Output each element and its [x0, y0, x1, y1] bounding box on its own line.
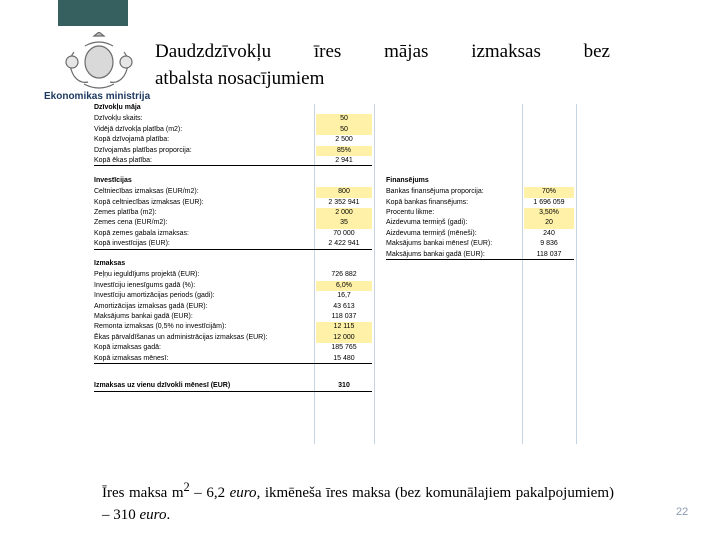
- row-label: Celtniecības izmaksas (EUR/m2):: [94, 188, 199, 196]
- section-underline: [94, 363, 372, 364]
- row-label: Zemes platība (m2):: [94, 209, 157, 216]
- section-heading: Investīcijas: [94, 176, 132, 184]
- footer-text: [102, 476, 614, 526]
- row-value: 2 500: [335, 136, 353, 144]
- row-label: Kopā izmaksas gadā:: [94, 344, 161, 352]
- row-value: 185 765: [331, 344, 357, 352]
- row-label: Procentu likme:: [386, 209, 435, 216]
- row-label: Kopā investīcijas (EUR):: [94, 240, 170, 248]
- summary-value: 310: [338, 381, 350, 389]
- section-underline: [386, 259, 574, 260]
- grid-line: [374, 104, 375, 444]
- row-label: Bankas finansējuma proporcija:: [386, 188, 484, 196]
- grid-line: [522, 104, 523, 444]
- footer-euro-1: euro: [229, 485, 257, 501]
- footer-text-c: , ikmēneša īres maksa (bez komunālajiem pakalpojumiem) – 310: [102, 485, 614, 523]
- page-title: [155, 38, 610, 92]
- row-label: Zemes cena (EUR/m2):: [94, 219, 168, 227]
- row-value: 3,50%: [539, 209, 559, 216]
- row-value: 70%: [541, 188, 556, 196]
- section-heading: Izmaksas: [94, 260, 126, 267]
- cost-spreadsheet: [94, 104, 576, 444]
- row-label: Dzīvokļu skaits:: [94, 115, 143, 123]
- row-label: Maksājums bankai gadā (EUR):: [386, 250, 485, 258]
- footer-text-a: Īres maksa m: [102, 485, 184, 501]
- row-label: Maksājums bankai gadā (EUR):: [94, 313, 193, 320]
- row-value: 16,7: [337, 292, 351, 300]
- title-word: izmaksas: [471, 41, 541, 62]
- row-value: 9 836: [540, 240, 558, 248]
- row-value: 43 613: [333, 302, 355, 310]
- header-bar: [58, 0, 128, 26]
- footer-sup: 2: [183, 480, 190, 494]
- footer-euro-2: euro: [139, 507, 167, 523]
- row-value: 35: [340, 219, 348, 227]
- row-label: Kopā dzīvojamā platība:: [94, 136, 170, 144]
- row-value: 70 000: [333, 229, 355, 237]
- row-label: Kopā izmaksas mēnesī:: [94, 354, 169, 362]
- row-label: Peļņu ieguldījums projektā (EUR):: [94, 271, 200, 279]
- summary-underline: [94, 391, 372, 392]
- title-line-1: [155, 38, 610, 65]
- row-label: Ēkas pārvaldīšanas un administrācijas izmaksas (EUR):: [94, 333, 268, 341]
- row-value: 15 480: [333, 354, 355, 362]
- section-heading: Finansējums: [386, 176, 429, 184]
- page-number: 22: [676, 506, 689, 518]
- row-label: Investīciju ienesīgums gadā (%):: [94, 281, 196, 289]
- grid-line: [576, 104, 577, 444]
- row-value: 12 115: [333, 323, 355, 331]
- row-label: Maksājums bankai mēnesī (EUR):: [386, 240, 493, 248]
- grid-line: [314, 104, 315, 444]
- row-value: 2 000: [335, 209, 353, 216]
- title-word: mājas: [384, 41, 429, 62]
- row-value: 2 941: [335, 157, 353, 164]
- footer-text-d: .: [166, 507, 171, 523]
- row-value: 2 422 941: [328, 240, 360, 248]
- row-value: 85%: [336, 146, 351, 154]
- row-value: 50: [340, 115, 348, 123]
- section-heading: Dzīvokļu māja: [94, 104, 141, 111]
- footer-text-b: – 6,2: [189, 485, 230, 501]
- row-value: 1 696 059: [533, 198, 565, 206]
- row-value: 2 352 941: [328, 198, 360, 206]
- row-value: 800: [338, 188, 350, 196]
- row-label: Dzīvojamās platības proporcija:: [94, 146, 192, 154]
- summary-label: Izmaksas uz vienu dzīvokli mēnesī (EUR): [94, 381, 231, 389]
- ministry-caption: Ekonomikas ministrija: [44, 91, 151, 102]
- row-label: Kopā celtniecības izmaksas (EUR):: [94, 198, 204, 206]
- title-line-2: atbalsta nosacījumiem: [155, 68, 325, 89]
- title-word: bez: [583, 41, 610, 62]
- row-label: Vidējā dzīvokļa platība (m2):: [94, 125, 183, 133]
- row-value: 118 037: [536, 250, 562, 258]
- row-label: Kopā zemes gabala izmaksas:: [94, 229, 189, 237]
- row-label: Kopā bankas finansējums:: [386, 198, 469, 206]
- row-value: 50: [340, 125, 348, 133]
- row-label: Investīciju amortizācijas periods (gadi):: [94, 292, 215, 300]
- title-word: īres: [313, 41, 342, 62]
- row-label: Kopā ēkas platība:: [94, 157, 152, 164]
- row-label: Aizdevuma termiņš (gadi):: [386, 219, 468, 227]
- row-value: 726 882: [331, 271, 357, 279]
- row-value: 240: [543, 229, 555, 237]
- section-underline: [94, 165, 372, 166]
- row-value: 12 000: [333, 333, 355, 341]
- section-underline: [94, 249, 372, 250]
- row-label: Remonta izmaksas (0,5% no investīcijām):: [94, 323, 227, 331]
- row-value: 6,0%: [336, 281, 352, 289]
- row-label: Aizdevuma termiņš (mēneši):: [386, 229, 477, 237]
- row-value: 20: [545, 219, 553, 227]
- title-word: Daudzdzīvokļu: [155, 41, 272, 62]
- row-value: 118 037: [331, 313, 357, 320]
- row-label: Amortizācijas izmaksas gadā (EUR):: [94, 302, 208, 310]
